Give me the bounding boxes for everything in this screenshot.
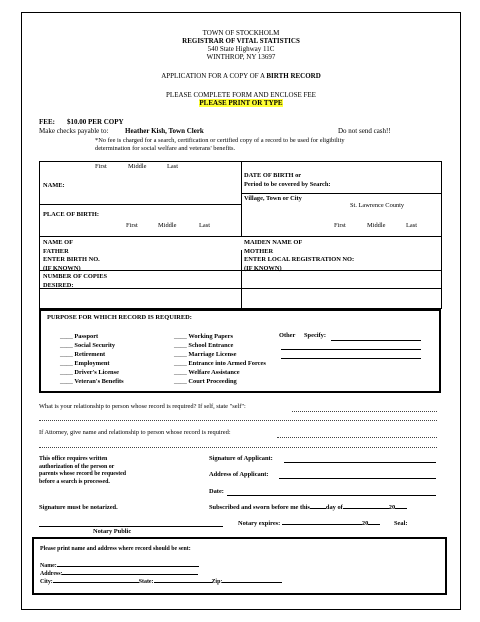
father-label-1: NAME OF (43, 239, 73, 246)
date-label: Date: (209, 488, 224, 495)
copies-label-2: DESIRED: (43, 282, 74, 289)
name-middle-label: Middle (128, 163, 147, 170)
maiden-middle-label: Middle (367, 222, 386, 229)
dob-label-1: DATE OF BIRTH or (244, 172, 302, 179)
purpose-welfare[interactable]: ____ Welfare Assistance (174, 369, 240, 376)
purpose-court[interactable]: ____ Court Proceeding (174, 378, 237, 385)
attorney-field[interactable] (277, 437, 437, 438)
seal-label: Seal: (394, 520, 408, 527)
town-name: TOWN OF STOCKHOLM (202, 29, 280, 37)
place-of-birth-label: PLACE OF BIRTH: (43, 211, 99, 218)
purpose-social-security[interactable]: ____ Social Security (60, 342, 116, 349)
birth-no-label-2: (IF KNOWN) (43, 265, 81, 272)
purpose-passport[interactable]: ____ Passport (60, 333, 99, 340)
sworn-statement: Subscribed and sworn before me this day of 20 (209, 504, 407, 511)
purpose-working-papers[interactable]: ____ Working Papers (174, 333, 233, 340)
mailing-zip-field[interactable] (222, 582, 282, 583)
mailing-address: Address: (40, 571, 198, 577)
mailing-city-field[interactable] (53, 582, 139, 583)
local-reg-label-2: (IF KNOWN) (244, 265, 282, 272)
purpose-drivers-license[interactable]: ____ Driver's License (60, 369, 119, 376)
dob-label-2: Period to be covered by Search: (244, 181, 331, 188)
registrar-title: REGISTRAR OF VITAL STATISTICS (182, 37, 300, 45)
info-table (39, 161, 442, 309)
local-reg-label-1: ENTER LOCAL REGISTRATION NO: (244, 256, 355, 263)
print-instruction: PLEASE PRINT OR TYPE (199, 99, 283, 107)
payable-label: Make checks payable to: (39, 127, 109, 135)
relationship-field[interactable] (292, 411, 437, 412)
fee-label: FEE: (39, 118, 55, 126)
maiden-label-2: MOTHER (244, 248, 274, 255)
father-label-2: FATHER (43, 248, 69, 255)
county-label: St. Lawrence County (350, 202, 405, 209)
address-line-1: 540 State Highway 11C (207, 45, 275, 53)
notary-public-label: Notary Public (93, 528, 132, 535)
name-last-label: Last (167, 163, 179, 170)
maiden-first-label: First (334, 222, 346, 229)
mailing-box (32, 537, 447, 595)
purpose-col-2 (174, 332, 266, 386)
purpose-school-entrance[interactable]: ____ School Entrance (174, 342, 234, 349)
notary-expires: Notary expires: 20 (238, 520, 380, 527)
purpose-col-1 (60, 332, 124, 386)
mailing-name-field[interactable] (57, 566, 199, 567)
specify-line-2[interactable] (281, 349, 421, 350)
purpose-other-label: Other (279, 332, 296, 339)
birth-no-label-1: ENTER BIRTH NO. (43, 256, 100, 263)
signature-field[interactable] (284, 462, 436, 463)
date-field[interactable] (227, 495, 436, 496)
village-label: Village, Town or City (244, 195, 302, 202)
mailing-state-field[interactable] (154, 582, 212, 583)
form-page (21, 12, 461, 610)
authorization-notice: This office requires written authorization of the person or parents whose record be requested before a search is processed. (39, 456, 127, 485)
clerk-name: Heather Kish, Town Clerk (125, 127, 204, 135)
no-cash-note: Do not send cash!! (338, 127, 391, 135)
purpose-marriage-license[interactable]: ____ Marriage License (174, 351, 237, 358)
notarized-label: Signature must be notarized. (39, 504, 118, 511)
attorney-field-2[interactable] (39, 447, 437, 448)
signature-label: Signature of Applicant: (209, 455, 273, 462)
purpose-armed-forces[interactable]: ____ Entrance into Armed Forces (174, 360, 266, 367)
applicant-address-label: Address of Applicant: (209, 471, 269, 478)
applicant-address-field[interactable] (279, 478, 436, 479)
specify-line-1[interactable] (331, 340, 421, 341)
place-middle-label: Middle (158, 222, 177, 229)
relationship-field-2[interactable] (39, 420, 437, 421)
address-line-2: WINTHROP, NY 13697 (206, 53, 276, 61)
purpose-title: PURPOSE FOR WHICH RECORD IS REQUIRED: (47, 314, 192, 321)
place-last-label: Last (199, 222, 211, 229)
mailing-title: Please print name and address where record should be sent: (40, 546, 191, 552)
mailing-city-row: City: State: Zip: (40, 579, 282, 585)
application-title: APPLICATION FOR A COPY OF A BIRTH RECORD (161, 72, 321, 80)
name-first-label: First (95, 163, 107, 170)
mailing-address-field[interactable] (62, 574, 198, 575)
purpose-box (39, 309, 441, 393)
fee-note-1: *No fee is charged for a search, certification or certified copy of a record to be used for eligibility (95, 137, 345, 144)
purpose-specify-label: Specify: (304, 332, 327, 339)
purpose-employment[interactable]: ____ Employment (60, 360, 110, 367)
relationship-question: What is your relationship to person whose record is required? If self, state "self": (39, 403, 246, 410)
attorney-question: If Attorney, give name and relationship to person whose record is required: (39, 429, 231, 436)
fee-note-2: determination for social welfare and veterans' benefits. (95, 145, 236, 152)
specify-line-3[interactable] (281, 358, 421, 359)
notary-signature-field[interactable] (39, 526, 223, 527)
complete-instruction: PLEASE COMPLETE FORM AND ENCLOSE FEE (166, 91, 316, 99)
mailing-name: Name: (40, 563, 199, 569)
fee-amount: $10.00 PER COPY (67, 118, 124, 126)
purpose-veterans-benefits[interactable]: ____ Veteran's Benefits (60, 378, 124, 385)
purpose-retirement[interactable]: ____ Retirement (60, 351, 106, 358)
copies-label-1: NUMBER OF COPIES (43, 273, 108, 280)
maiden-last-label: Last (406, 222, 418, 229)
name-label: NAME: (43, 182, 65, 189)
place-first-label: First (126, 222, 138, 229)
maiden-label-1: MAIDEN NAME OF (244, 239, 303, 246)
